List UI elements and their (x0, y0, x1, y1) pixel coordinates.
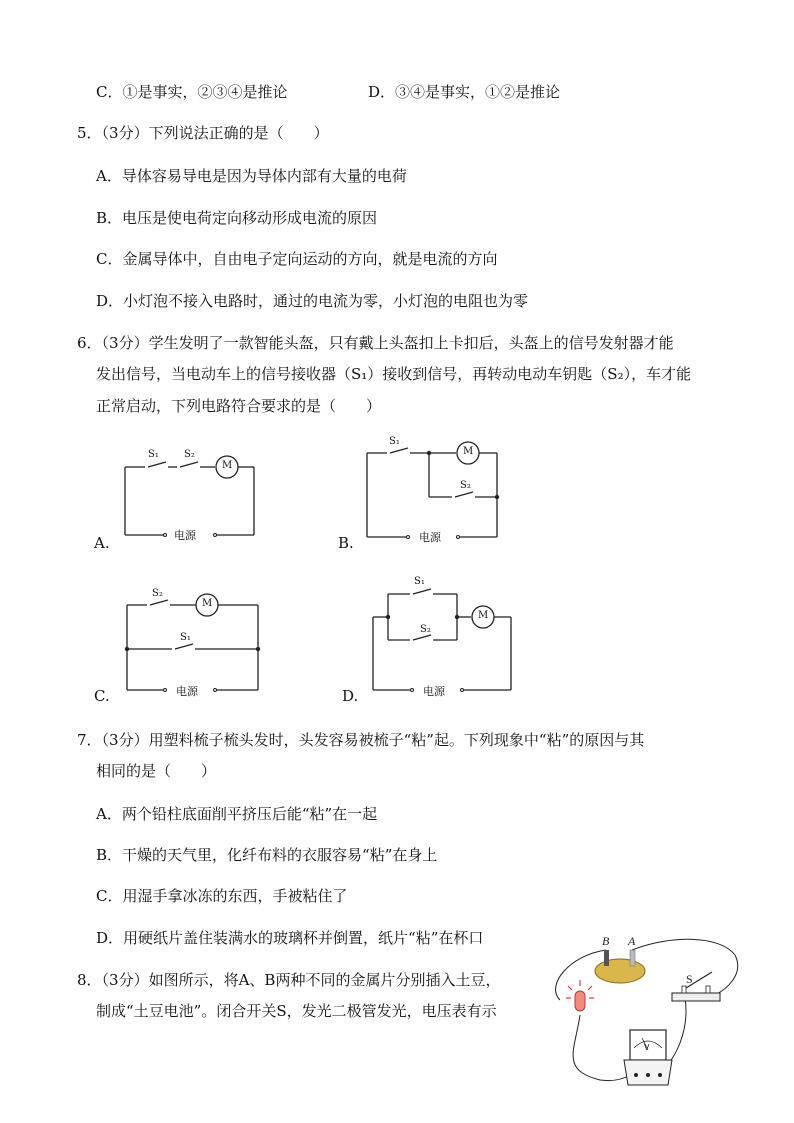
q7-stem-line1: 7．（3分）用塑料梳子梳头发时，头发容易被梳子“粘”起。下列现象中“粘”的原因与其 (77, 731, 645, 749)
q7-option-b: B．干燥的天气里，化纤布料的衣服容易“粘”在身上 (96, 846, 438, 864)
fig-label-v: V (644, 1043, 650, 1052)
circuit-a-power: 电源 (174, 529, 196, 542)
q8-stem-line2: 制成“土豆电池”。闭合开关S，发光二极管发光，电压表有示 (96, 1002, 497, 1020)
q8-stem-line1: 8．（3分）如图所示，将A、B两种不同的金属片分别插入土豆， (77, 971, 501, 989)
circuit-c-power: 电源 (176, 685, 198, 698)
q7-stem-line2: 相同的是（ ） (96, 762, 217, 780)
circuit-b-s1: S₁ (389, 436, 400, 447)
q5-option-b: B．电压是使电荷定向移动形成电流的原因 (96, 209, 378, 227)
q6-option-d-label: D. (342, 687, 359, 705)
circuit-d-power: 电源 (423, 685, 445, 698)
q6-option-b-label: B. (338, 534, 354, 552)
q6-stem-line1: 6．（3分）学生发明了一款智能头盔，只有戴上头盔扣上卡扣后，头盔上的信号发射器才能 (77, 334, 674, 352)
circuit-b-power: 电源 (419, 531, 441, 544)
q7-option-c: C．用湿手拿冰冻的东西，手被粘住了 (96, 887, 348, 905)
circuit-a-motor: M (222, 460, 233, 471)
circuit-a-s1: S₁ (148, 449, 159, 460)
led-icon (566, 980, 594, 1011)
circuit-d-s2: S₂ (420, 624, 431, 635)
switch-icon (672, 972, 720, 1001)
q4-option-d: D．③④是事实，①②是推论 (368, 83, 561, 101)
fig-label-b: B (602, 934, 610, 948)
fig-label-a: A (628, 934, 636, 948)
circuit-a-s2: S₂ (184, 449, 195, 460)
q4-option-c: C．①是事实，②③④是推论 (96, 83, 288, 101)
circuit-d-motor: M (478, 610, 489, 621)
q6-option-c-label: C. (94, 687, 110, 705)
q6-stem-line2: 发出信号，当电动车上的信号接收器（S₁）接收到信号，再转动电动车钥匙（S₂），车才能 (96, 365, 692, 383)
circuit-b-s2: S₂ (460, 480, 471, 491)
q5-stem: 5．（3分）下列说法正确的是（ ） (77, 124, 329, 142)
q5-option-a: A．导体容易导电是因为导体内部有大量的电荷 (96, 167, 407, 185)
voltmeter-icon (624, 1030, 672, 1085)
fig-label-s: S (686, 972, 693, 986)
q5-option-c: C．金属导体中，自由电子定向运动的方向，就是电流的方向 (96, 250, 498, 268)
circuit-b-motor: M (463, 446, 474, 457)
circuit-c-s1: S₁ (180, 632, 191, 643)
circuit-c-s2: S₂ (152, 588, 163, 599)
circuit-c-motor: M (202, 598, 213, 609)
q6-stem-line3: 正常启动，下列电路符合要求的是（ ） (96, 397, 382, 415)
q6-option-a-label: A. (94, 534, 110, 552)
q7-option-a: A．两个铅柱底面削平挤压后能“粘”在一起 (96, 805, 378, 823)
q7-option-d: D．用硬纸片盖住装满水的玻璃杯并倒置，纸片“粘”在杯口 (96, 929, 484, 947)
q5-option-d: D．小灯泡不接入电路时，通过的电流为零，小灯泡的电阻也为零 (96, 292, 529, 310)
circuit-d-s1: S₁ (414, 576, 425, 587)
